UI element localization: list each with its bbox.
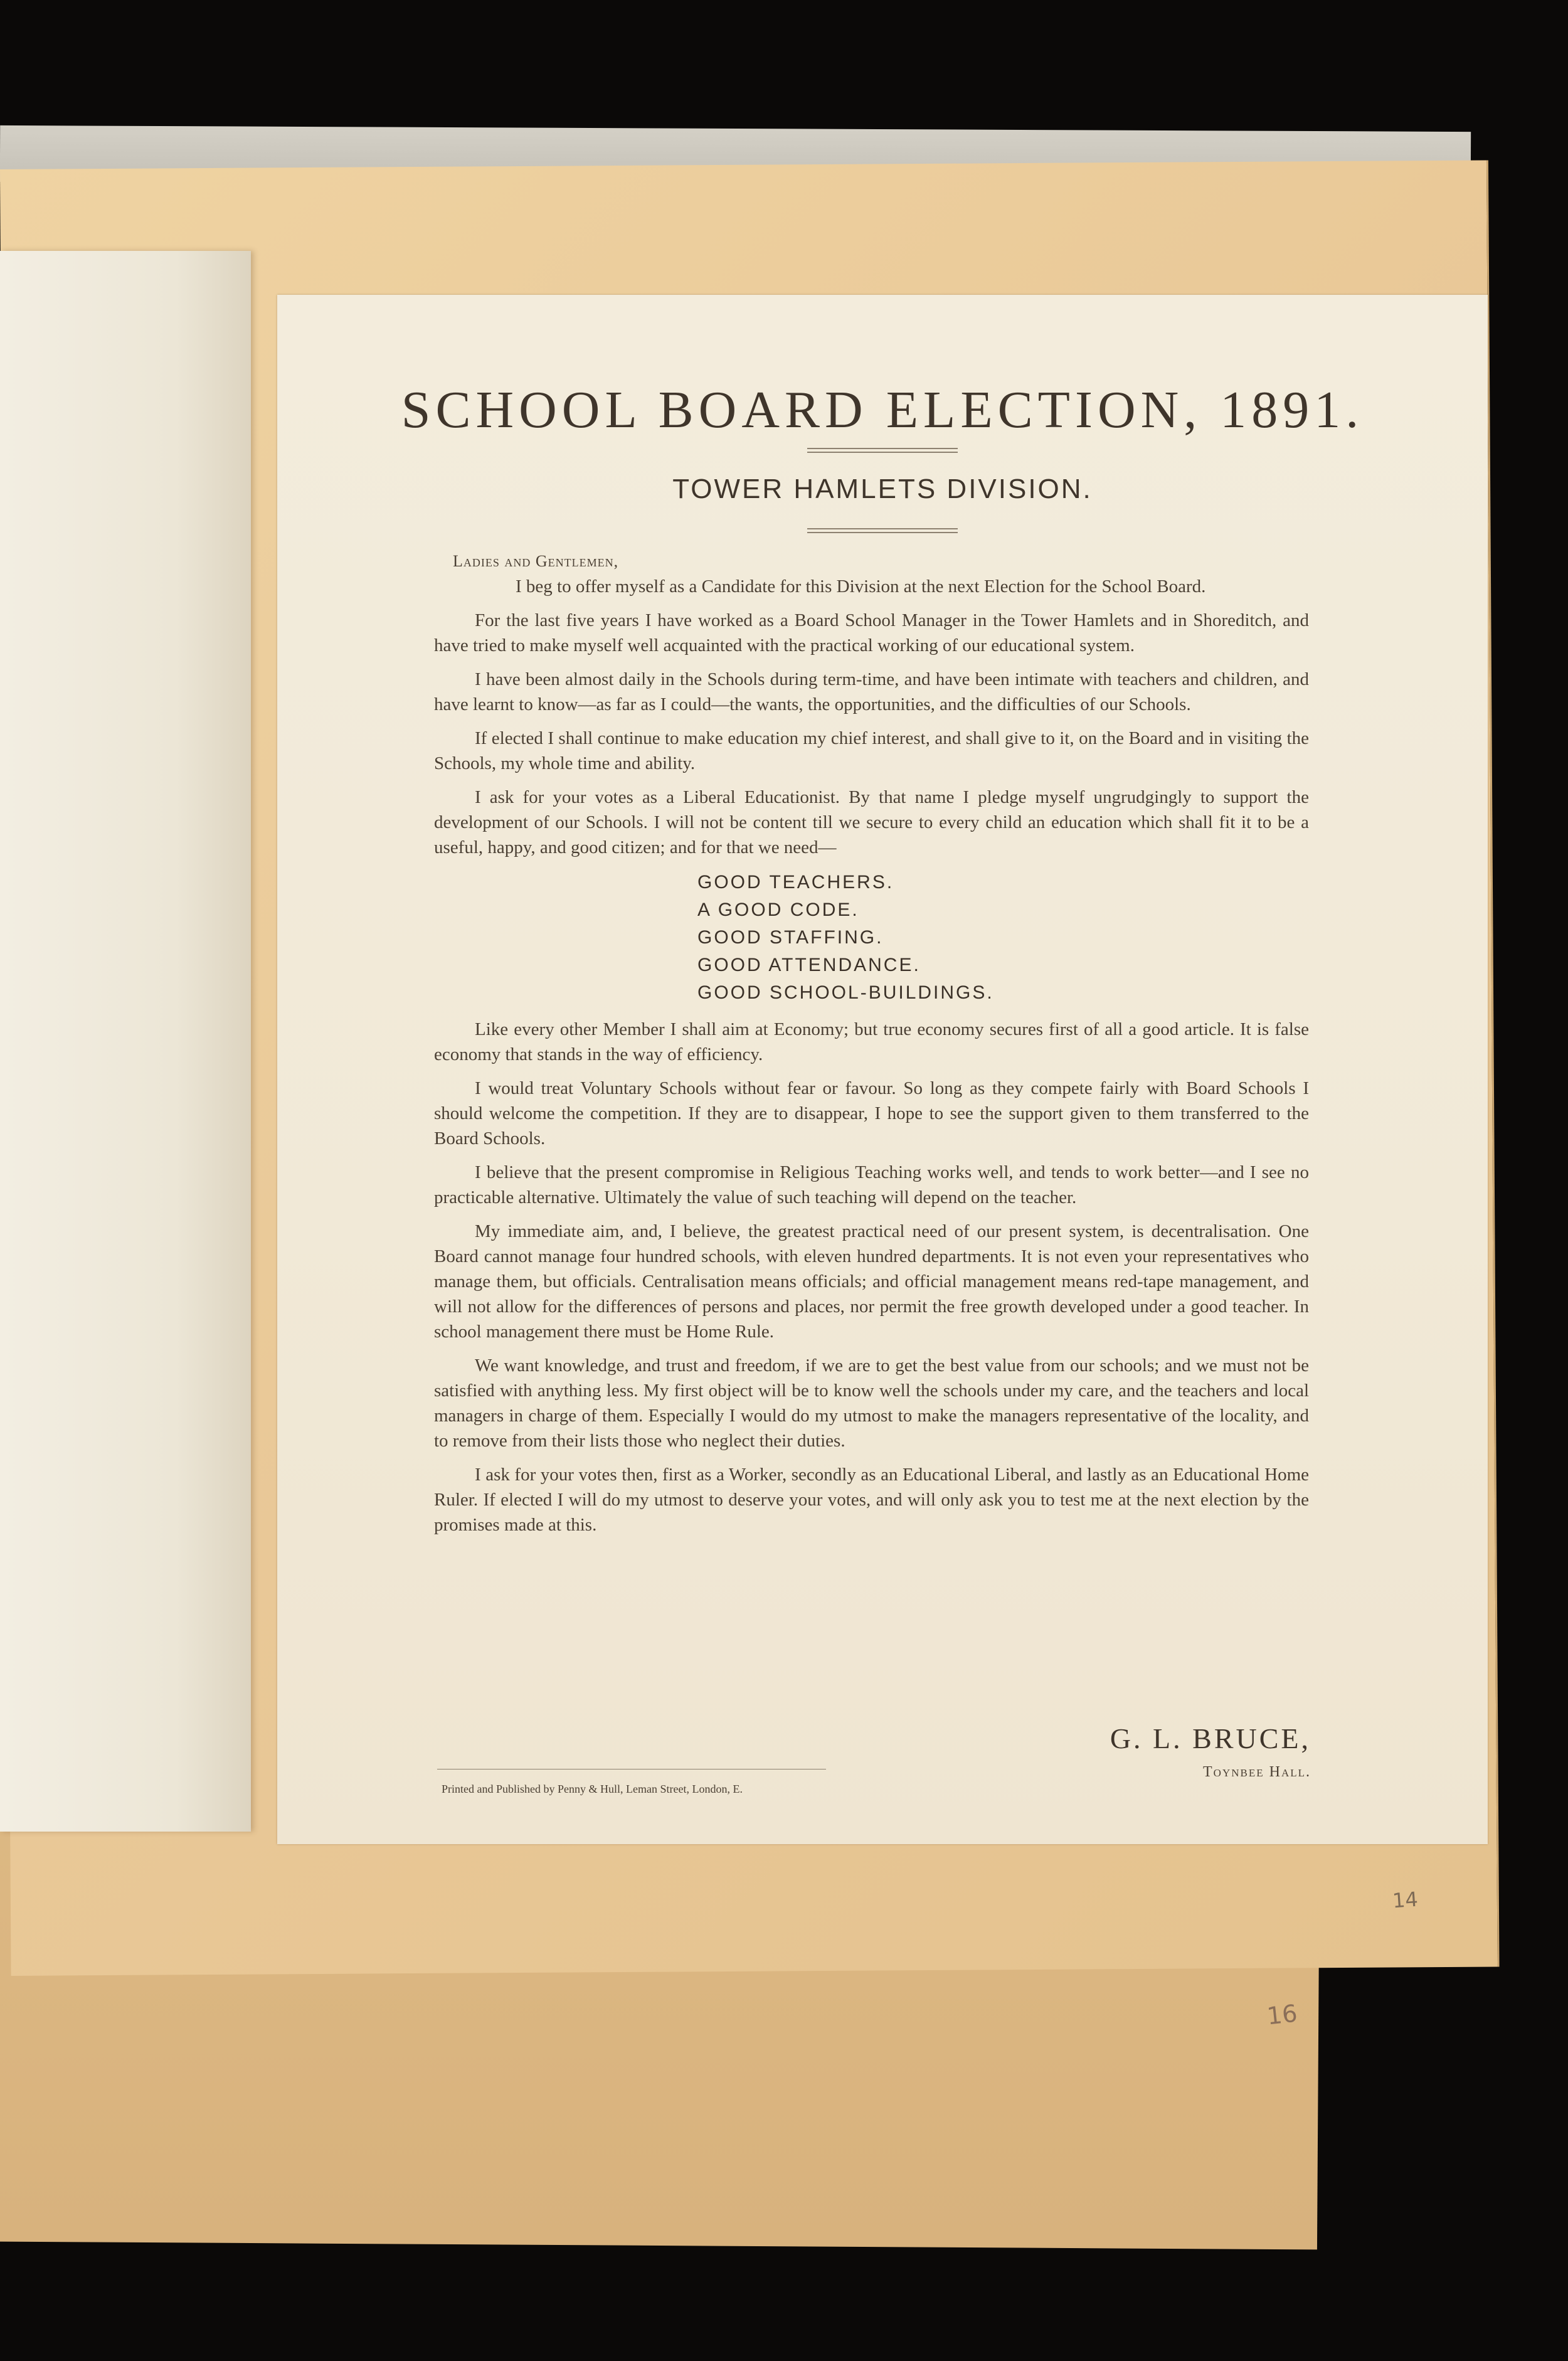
paragraph-experience: For the last five years I have worked as a Board School Manager in the Tower Hamlets and in Shoreditch, and have tried to make myself well acquainted with the practical working of our educational system. [434, 610, 1309, 655]
paragraph-religious-teaching: I believe that the present compromise in Religious Teaching works well, and tends to work better—and I see no practicable alternative. Ultimately the value of such teaching will depend on the teacher. [434, 1162, 1309, 1207]
left-facing-leaf [0, 251, 251, 1832]
needs-item: GOOD STAFFING. [697, 927, 884, 948]
needs-item: GOOD TEACHERS. [697, 872, 894, 893]
handbill-title: SCHOOL BOARD ELECTION, 1891. [401, 381, 1364, 439]
signature: G. L. BRUCE, [1110, 1722, 1311, 1754]
subtitle-divider [807, 528, 958, 533]
paragraph-schools: I have been almost daily in the Schools during term-time, and have been intimate with teachers and children, and have learnt to know—as far as I could—the wants, the opportunities, and the difficulties of our Schools. [434, 669, 1309, 714]
handbill-subtitle: TOWER HAMLETS DIVISION. [672, 474, 1093, 504]
paragraph-candidacy: I beg to offer myself as a Candidate for this Division at the next Election for the School Board. [516, 576, 1206, 597]
printer-imprint: Printed and Published by Penny & Hull, Leman Street, London, E. [442, 1783, 743, 1795]
pencil-folio-number: 16 [1265, 1999, 1299, 2030]
paragraph-voluntary-schools: I would treat Voluntary Schools without fear or favour. So long as they compete fairly with Board Schools I should welcome the competition. If they are to disappear, I hope to see the support given to them transferred to the Board Schools. [434, 1078, 1309, 1149]
needs-item: A GOOD CODE. [697, 899, 859, 920]
paragraph-commitment: If elected I shall continue to make education my chief interest, and shall give to it, on the Board and in visiting the Schools, my whole time and ability. [434, 728, 1309, 773]
pencil-folio-number: 14 [1391, 1887, 1419, 1913]
salutation: Ladies and Gentlemen, [453, 552, 619, 570]
paragraph-decentralisation: My immediate aim, and, I believe, the greatest practical need of our present system, is decentralisation. One Board cannot manage four hundred schools, with eleven hundred departments. It is not even your representatives who manage them, but officials. Centralisation means officials; and official management means red-tape management, and will not allow for the differences of persons and places, nor permit the free growth developed under a good teacher. In school management there must be Home Rule. [434, 1221, 1309, 1342]
election-handbill [277, 295, 1488, 1844]
address-body [434, 549, 1309, 1546]
needs-item: GOOD SCHOOL-BUILDINGS. [697, 982, 994, 1003]
paragraph-liberal-educationist: I ask for your votes as a Liberal Educationist. By that name I pledge myself ungrudgingly to support the development of our Schools. I will not be content till we secure to every child an education which shall fit it to be a useful, happy, and good citizen; and for that we need— [434, 787, 1309, 857]
paragraph-knowledge-trust: We want knowledge, and trust and freedom, if we are to get the best value from our schools; and we must not be satisfied with anything less. My first object will be to know well the schools under my care, and the teachers and local managers in charge of them. Especially I would do my utmost to make the managers representative of the locality, and to remove from their lists those who neglect their duties. [434, 1356, 1309, 1451]
needs-item: GOOD ATTENDANCE. [697, 955, 921, 975]
title-divider [807, 448, 958, 453]
paragraph-economy: Like every other Member I shall aim at Economy; but true economy secures first of all a good article. It is false economy that stands in the way of efficiency. [434, 1019, 1309, 1064]
paragraph-closing: I ask for your votes then, first as a Worker, secondly as an Educational Liberal, and lastly as an Educational Home Ruler. If elected I will do my utmost to deserve your votes, and will only ask you to test me at the next election by the promises made at this. [434, 1465, 1309, 1535]
needs-list [697, 869, 1309, 1007]
signature-place: Toynbee Hall. [1203, 1764, 1311, 1780]
